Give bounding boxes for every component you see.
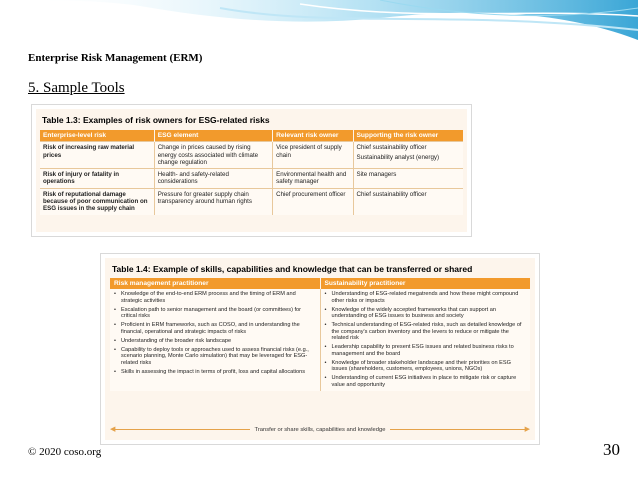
page-number: 30 [603, 440, 620, 459]
arrow-line [115, 429, 249, 430]
element-cell: Health- and safety-related considerations [154, 169, 272, 189]
owner-cell: Chief procurement officer [273, 188, 353, 214]
table-1-4-title: Table 1.4: Example of skills, capabilities and knowledge that can be transferred or shared [112, 264, 473, 274]
arrow-left-icon: ◀ [110, 426, 116, 433]
list-item: • Proficient in ERM frameworks, such as COSO, and in understanding the financial, operational and strategic impacts of risks [114, 322, 316, 335]
column-header-sustainability-practitioner: Sustainability practitioner [321, 278, 531, 289]
support-cell: Site managers [353, 169, 463, 189]
element-cell: Pressure for greater supply chain transparency around human rights [154, 188, 272, 214]
arrow-line [390, 429, 524, 430]
transfer-label: Transfer or share skills, capabilities and knowledge [254, 426, 386, 433]
table-row [40, 169, 463, 189]
support-line: Sustainability analyst (energy) [356, 153, 440, 161]
risk-owners-table [40, 130, 463, 215]
list-item: • Understanding of current ESG initiatives in place to mitigate risk or capture value and opportunity [325, 375, 527, 388]
column-header-esg-element: ESG element [154, 130, 272, 142]
column-header-support: Supporting the risk owner [353, 130, 463, 142]
risk-cell: Risk of injury or fatality in operations [40, 169, 154, 189]
owner-cell: Vice president of supply chain [273, 142, 353, 169]
list-item: • Knowledge of broader stakeholder landscape and their priorities on ESG issues (shareholders, customers, employees, unions, NGOs) [325, 360, 527, 373]
table-row [40, 188, 463, 214]
wave-banner [0, 0, 638, 55]
list-item: • Technical understanding of ESG-related risks, such as detailed knowledge of the company's carbon inventory and the levers to reduce or mitigate the related risk [325, 322, 527, 342]
risk-cell: Risk of reputational damage because of poor communication on ESG issues in the supply chain [40, 188, 154, 214]
list-item: • Understanding of ESG-related megatrends and how these might compound other risks or impacts [325, 291, 527, 304]
column-header-risk-practitioner: Risk management practitioner [110, 278, 321, 289]
arrow-right-icon: ▶ [524, 426, 530, 433]
risk-cell: Risk of increasing raw material prices [40, 142, 154, 169]
column-header-enterprise-risk: Enterprise-level risk [40, 130, 154, 142]
transfer-arrow [110, 425, 530, 434]
support-cell [353, 142, 463, 169]
list-item: • Understanding of the broader risk landscape [114, 338, 316, 345]
table-1-3-title: Table 1.3: Examples of risk owners for ESG-related risks [42, 115, 270, 125]
table-1-4-image [100, 253, 540, 445]
list-item: • Knowledge of the end-to-end ERM process and the timing of ERM and strategic activities [114, 291, 316, 304]
column-header-risk-owner: Relevant risk owner [273, 130, 353, 142]
list-item: • Skills in assessing the impact in terms of profit, loss and capital allocations [114, 369, 316, 376]
list-item: • Escalation path to senior management and the board (or committees) for critical risks [114, 307, 316, 320]
table-row [40, 142, 463, 169]
sustainability-practitioner-column [321, 289, 531, 391]
element-cell: Change in prices caused by rising energy costs associated with climate change regulation [154, 142, 272, 169]
support-cell: Chief sustainability officer [353, 188, 463, 214]
skills-table-header [110, 278, 530, 289]
skills-table-body [110, 289, 530, 391]
copyright: © 2020 coso.org [28, 446, 102, 458]
section-title: 5. Sample Tools [28, 80, 125, 96]
header-title: Enterprise Risk Management (ERM) [28, 52, 203, 64]
list-item: • Leadership capability to present ESG issues and related business risks to management and the board [325, 344, 527, 357]
list-item: • Knowledge of the widely accepted frameworks that can support an understanding of ESG issues to business and society [325, 307, 527, 320]
list-item: • Capability to deploy tools or approaches used to assess financial risks (e.g., scenario planning, Monte Carlo simulation) that may be leveraged for ESG-related risks [114, 347, 316, 367]
table-1-3-image [31, 104, 472, 237]
support-line: Chief sustainability officer [356, 144, 427, 152]
owner-cell: Environmental health and safety manager [273, 169, 353, 189]
risk-practitioner-column [110, 289, 321, 391]
